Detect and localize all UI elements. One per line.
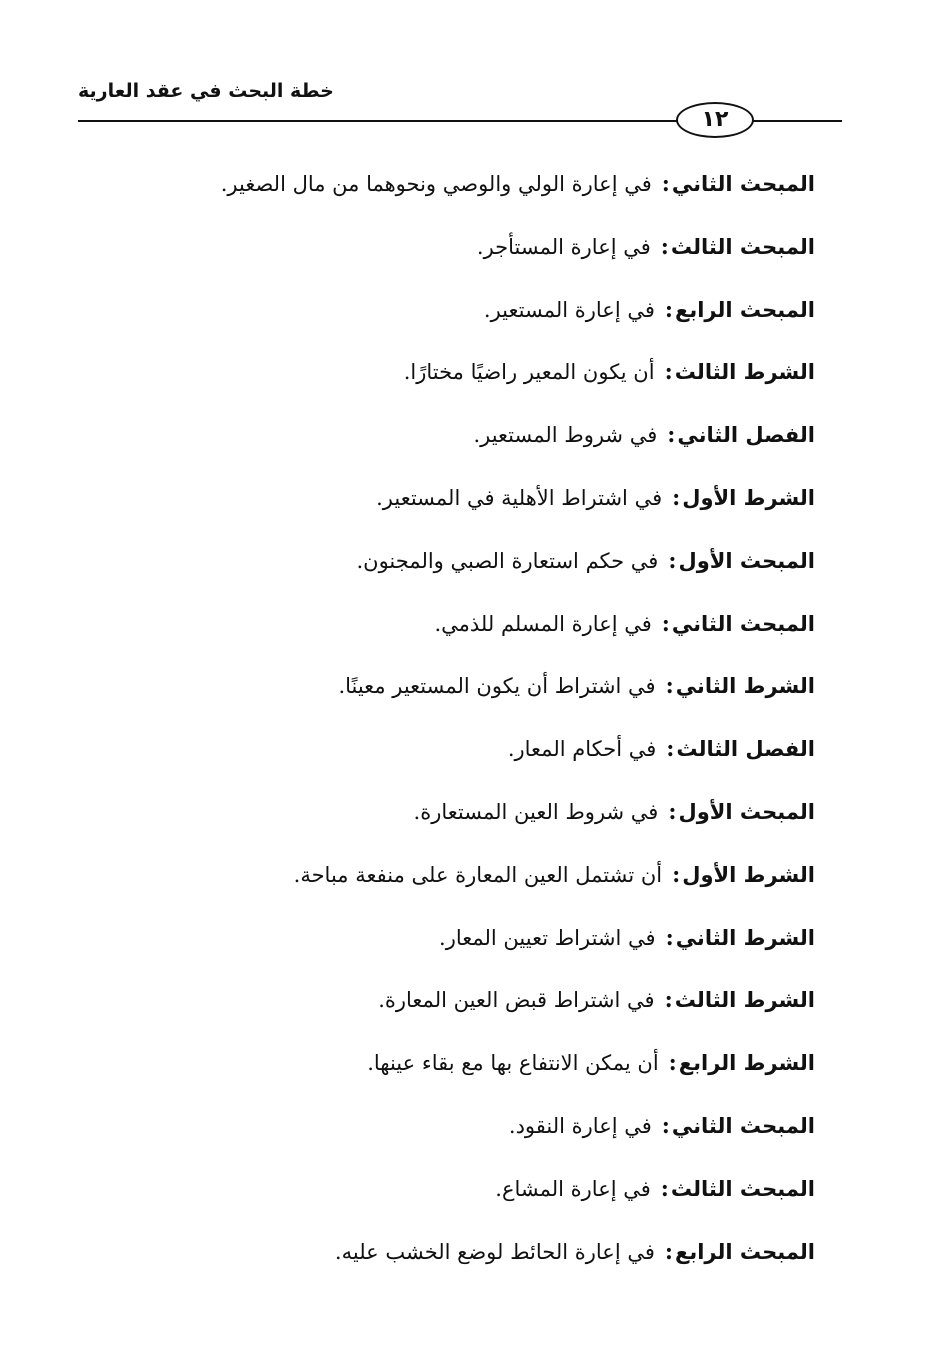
- entry-label: الشرط الأول: [682, 862, 815, 887]
- outline-entry: [80, 976, 815, 1039]
- outline-entry: [80, 851, 815, 914]
- entry-separator: :: [664, 296, 673, 323]
- entry-separator: :: [661, 610, 670, 637]
- header-rule-right: [752, 120, 842, 122]
- outline-entry: [80, 1165, 815, 1228]
- entry-label: المبحث الرابع: [675, 1239, 815, 1264]
- outline-entry: [80, 160, 815, 223]
- entry-text: في حكم استعارة الصبي والمجنون.: [356, 548, 659, 573]
- entry-text: في إعارة المشاع.: [495, 1176, 651, 1201]
- outline-entry: [80, 914, 815, 977]
- outline-list: [80, 160, 815, 1290]
- page-number: ١٢: [701, 107, 729, 132]
- entry-text: في اشتراط تعيين المعار.: [439, 925, 656, 950]
- entry-label: الشرط الثاني: [675, 674, 815, 699]
- outline-entry: [80, 348, 815, 411]
- entry-text: في إعارة النقود.: [508, 1113, 652, 1138]
- entry-label: الفصل الثالث: [676, 737, 815, 762]
- entry-separator: :: [668, 547, 677, 574]
- outline-entry: [80, 1039, 815, 1102]
- entry-text: في اشتراط الأهلية في المستعير.: [376, 485, 663, 510]
- entry-label: الشرط الرابع: [678, 1051, 815, 1076]
- entry-label: المبحث الثاني: [671, 611, 815, 636]
- entry-text: أن تشتمل العين المعارة على منفعة مباحة.: [293, 862, 663, 887]
- outline-entry: [80, 411, 815, 474]
- entry-separator: :: [664, 987, 673, 1014]
- entry-separator: :: [668, 1050, 677, 1077]
- entry-text: في إعارة المسلم للذمي.: [434, 611, 652, 636]
- entry-separator: :: [672, 861, 681, 888]
- entry-label: المبحث الرابع: [675, 297, 815, 322]
- entry-label: الشرط الثالث: [674, 988, 815, 1013]
- entry-separator: :: [667, 422, 676, 449]
- entry-label: المبحث الثاني: [671, 172, 815, 196]
- outline-entry: [80, 286, 815, 349]
- entry-label: المبحث الأول: [678, 548, 815, 573]
- entry-separator: :: [668, 798, 677, 825]
- entry-separator: :: [664, 1238, 673, 1265]
- outline-entry: [80, 1228, 815, 1291]
- entry-label: الفصل الثاني: [677, 423, 815, 448]
- entry-separator: :: [664, 359, 673, 386]
- page-number-badge: [676, 102, 754, 138]
- outline-entry: [80, 600, 815, 663]
- outline-entry: [80, 537, 815, 600]
- entry-text: في إعارة الحائط لوضع الخشب عليه.: [334, 1239, 655, 1264]
- entry-text: في إعارة المستعير.: [483, 297, 655, 322]
- entry-text: أن يكون المعير راضيًا مختارًا.: [403, 360, 655, 385]
- running-title: خطة البحث في عقد العارية: [78, 80, 334, 102]
- entry-separator: :: [660, 233, 669, 260]
- outline-entry: [80, 662, 815, 725]
- header-rule-left: [78, 120, 678, 122]
- entry-separator: :: [665, 673, 674, 700]
- entry-separator: :: [672, 484, 681, 511]
- outline-entry: [80, 223, 815, 286]
- entry-label: المبحث الأول: [678, 799, 815, 824]
- entry-text: في اشتراط أن يكون المستعير معينًا.: [338, 674, 656, 699]
- entry-label: المبحث الثالث: [670, 1176, 815, 1201]
- entry-text: في اشتراط قبض العين المعارة.: [378, 988, 655, 1013]
- entry-separator: :: [661, 171, 670, 197]
- entry-label: المبحث الثالث: [670, 234, 815, 259]
- outline-entry: [80, 474, 815, 537]
- entry-text: في شروط المستعير.: [473, 423, 658, 448]
- entry-text: في أحكام المعار.: [507, 737, 657, 762]
- entry-text: في شروط العين المستعارة.: [413, 799, 659, 824]
- page-header: [0, 0, 933, 150]
- entry-label: الشرط الثالث: [674, 360, 815, 385]
- entry-text: في إعارة المستأجر.: [476, 234, 651, 259]
- entry-text: في إعارة الولي والوصي ونحوهما من مال الصغير.: [220, 172, 652, 196]
- entry-separator: :: [661, 1112, 670, 1139]
- entry-separator: :: [665, 924, 674, 951]
- entry-text: أن يمكن الانتفاع بها مع بقاء عينها.: [367, 1051, 659, 1076]
- entry-separator: :: [666, 736, 675, 763]
- entry-label: الشرط الأول: [682, 485, 815, 510]
- entry-label: المبحث الثاني: [671, 1113, 815, 1138]
- outline-entry: [80, 725, 815, 788]
- outline-entry: [80, 788, 815, 851]
- entry-label: الشرط الثاني: [675, 925, 815, 950]
- outline-entry: [80, 1102, 815, 1165]
- entry-separator: :: [660, 1175, 669, 1202]
